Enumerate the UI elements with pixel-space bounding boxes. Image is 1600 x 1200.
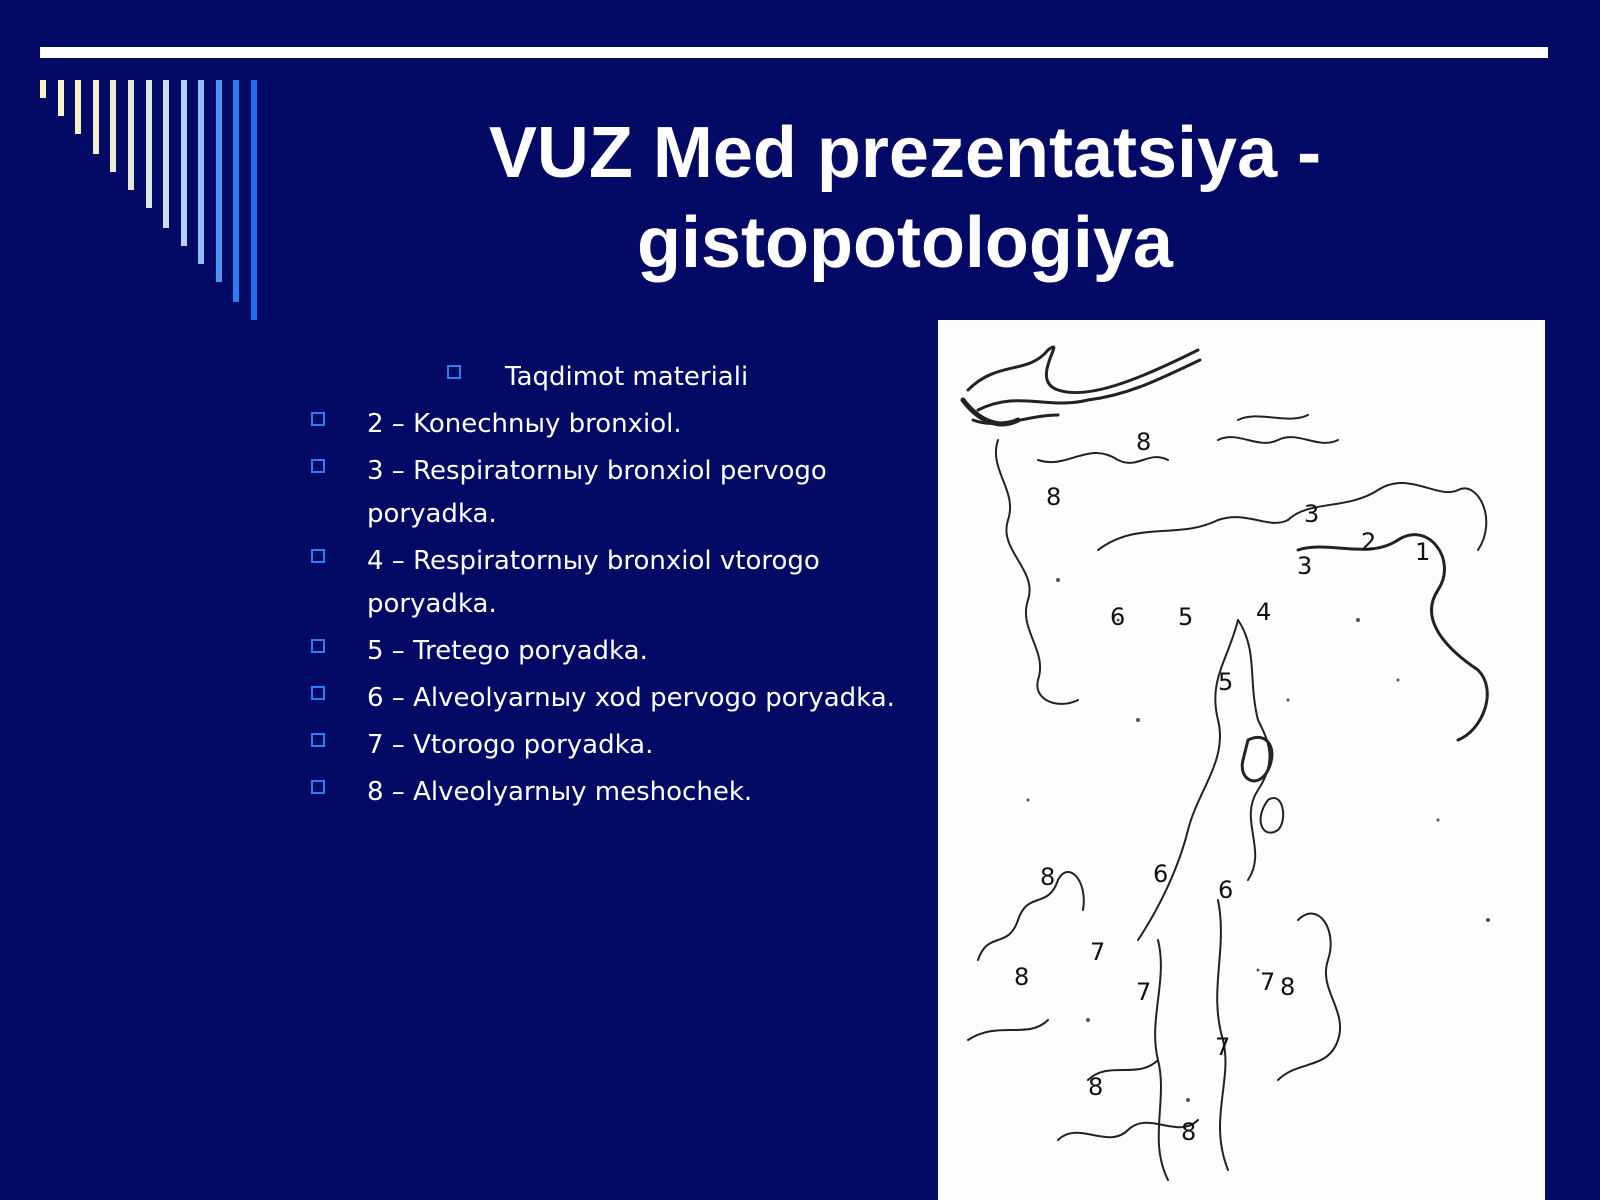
bullet-item xyxy=(300,540,920,626)
square-bullet-icon xyxy=(311,549,325,563)
stripe xyxy=(251,80,257,320)
figure-label: 3 xyxy=(1304,500,1320,528)
figure-label: 8 xyxy=(1046,483,1062,511)
stripe xyxy=(93,80,99,154)
bullet-text: 7 – Vtorogo poryadka. xyxy=(367,730,654,760)
bullet-list xyxy=(300,356,920,818)
figure-label: 4 xyxy=(1256,598,1272,626)
stripe xyxy=(110,80,116,172)
figure-label: 5 xyxy=(1218,668,1234,696)
figure-label: 8 xyxy=(1136,428,1152,456)
stripe xyxy=(40,80,46,98)
bullet-item xyxy=(300,677,920,720)
figure-label: 7 xyxy=(1215,1033,1231,1061)
figure-label: 8 xyxy=(1040,863,1056,891)
stripe xyxy=(198,80,204,264)
figure-label: 6 xyxy=(1153,860,1169,888)
square-bullet-icon xyxy=(311,639,325,653)
square-bullet-icon xyxy=(311,733,325,747)
bullet-item xyxy=(300,771,920,814)
bullet-text: Taqdimot materiali xyxy=(505,362,749,392)
figure-label: 6 xyxy=(1110,603,1126,631)
square-bullet-icon xyxy=(447,365,461,379)
bullet-item xyxy=(300,403,920,446)
bronchiole-drawing xyxy=(938,320,1545,1200)
histology-figure xyxy=(938,320,1545,1200)
bullet-text: 6 – Alveolyarnыy xod pervogo poryadka. xyxy=(367,683,895,713)
square-bullet-icon xyxy=(311,459,325,473)
figure-label: 8 xyxy=(1014,963,1030,991)
figure-label: 7 xyxy=(1090,938,1106,966)
figure-label: 8 xyxy=(1280,973,1296,1001)
square-bullet-icon xyxy=(311,686,325,700)
bullet-item xyxy=(300,356,920,399)
figure-label: 3 xyxy=(1297,552,1313,580)
stripe xyxy=(181,80,187,246)
decorative-stripes xyxy=(0,0,300,330)
figure-label: 7 xyxy=(1136,978,1152,1006)
bullet-item xyxy=(300,450,920,536)
figure-label: 5 xyxy=(1178,603,1194,631)
bullet-text: 2 – Konechnыy bronxiol. xyxy=(367,409,682,439)
bullet-text: 5 – Tretego poryadka. xyxy=(367,636,648,666)
stripe xyxy=(128,80,134,190)
figure-label: 2 xyxy=(1361,528,1377,556)
stripe xyxy=(75,80,81,134)
figure-label: 1 xyxy=(1415,538,1431,566)
stripe xyxy=(58,80,64,116)
bullet-item xyxy=(300,630,920,673)
bullet-item xyxy=(300,724,920,767)
bullet-text: 8 – Alveolyarnыy meshochek. xyxy=(367,777,753,807)
stripe xyxy=(146,80,152,208)
figure-label: 8 xyxy=(1181,1118,1197,1146)
figure-label: 6 xyxy=(1218,876,1234,904)
figure-label: 7 xyxy=(1260,968,1276,996)
bullet-text: 3 – Respiratornыy bronxiol pervogo poryadka. xyxy=(367,456,827,529)
square-bullet-icon xyxy=(311,412,325,426)
square-bullet-icon xyxy=(311,780,325,794)
slide-title: VUZ Med prezentatsiya - gistopotologiya xyxy=(488,113,1322,283)
figure-label: 8 xyxy=(1088,1073,1104,1101)
stripe xyxy=(163,80,169,228)
stripe xyxy=(233,80,239,302)
stripe xyxy=(216,80,222,282)
bullet-text: 4 – Respiratornыy bronxiol vtorogo poryadka. xyxy=(367,546,820,619)
